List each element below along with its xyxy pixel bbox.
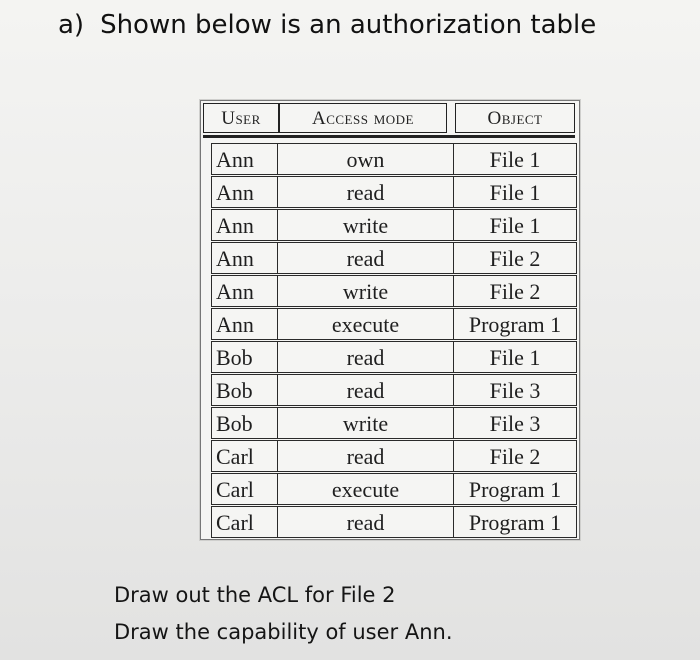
cell-access-mode: write [277,275,453,307]
cell-user: Carl [211,473,277,505]
cell-object: File 3 [453,407,577,439]
cell-access-mode: read [277,176,453,208]
authorization-table [200,100,580,540]
cell-user: Ann [211,242,277,274]
cell-object: File 1 [453,209,577,241]
cell-access-mode: write [277,209,453,241]
cell-user: Ann [211,176,277,208]
cell-access-mode: read [277,374,453,406]
cell-user: Ann [211,275,277,307]
table-row [211,440,577,472]
cell-access-mode: execute [277,473,453,505]
table-row [211,308,577,340]
table-row [211,407,577,439]
cell-user: Ann [211,143,277,175]
cell-access-mode: read [277,242,453,274]
cell-object: File 1 [453,341,577,373]
cell-object: File 2 [453,440,577,472]
header-user: User [203,103,279,133]
cell-access-mode: execute [277,308,453,340]
table-row [211,275,577,307]
header-access-mode: access mode [279,103,447,133]
cell-access-mode: own [277,143,453,175]
instruction-capability: Draw the capability of user Ann. [114,620,453,644]
cell-object: File 1 [453,143,577,175]
cell-access-mode: read [277,341,453,373]
cell-object: Program 1 [453,506,577,538]
table-row [211,242,577,274]
table-row [211,374,577,406]
cell-access-mode: read [277,506,453,538]
cell-object: File 3 [453,374,577,406]
question-title: Shown below is an authorization table [100,10,597,40]
table-header-row [203,103,575,138]
cell-object: Program 1 [453,308,577,340]
table-row [211,473,577,505]
cell-user: Bob [211,407,277,439]
table-row [211,143,577,175]
cell-object: Program 1 [453,473,577,505]
cell-user: Ann [211,209,277,241]
instruction-acl: Draw out the ACL for File 2 [114,583,396,607]
cell-user: Carl [211,506,277,538]
cell-access-mode: read [277,440,453,472]
cell-access-mode: write [277,407,453,439]
question-heading [58,10,596,40]
table-row [211,209,577,241]
table-row [211,176,577,208]
cell-user: Ann [211,308,277,340]
cell-user: Bob [211,374,277,406]
cell-object: File 2 [453,275,577,307]
table-row [211,341,577,373]
header-object: object [455,103,575,133]
cell-object: File 2 [453,242,577,274]
cell-user: Carl [211,440,277,472]
cell-user: Bob [211,341,277,373]
cell-object: File 1 [453,176,577,208]
question-marker: a) [58,10,85,40]
table-row [211,506,577,538]
